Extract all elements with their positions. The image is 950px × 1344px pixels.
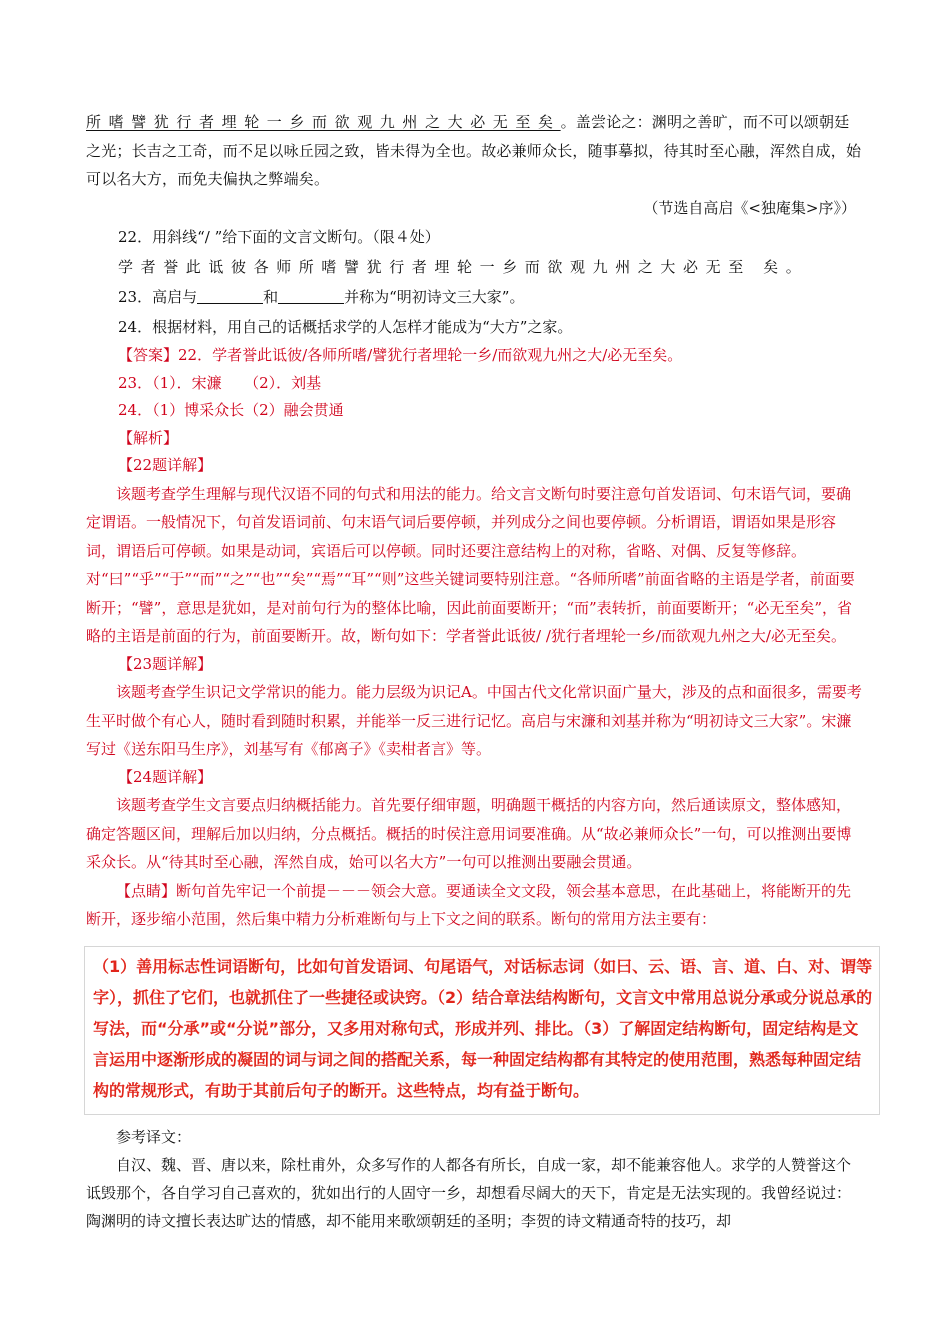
method-box-text: （1）善用标志性词语断句，比如句首发语词、句尾语气，对话标志词（如曰、云、语、言、道、白、对、谓等字），抓住了它们，也就抓住了一些捷径或诀窍。（2）结合章法结构断句，文言文中常用总说分承或分说总承的写法，而“分承”或“分说”部分，又多用对称句式，形成并列、排比。（3）了解固定结构断句，固定结构是文言运用中逐渐形成的凝固的词与词之间的搭配关系，每一种固定结构都有其特定的使用范围，熟悉每种固定结构的常规形式，有助于其前后句子的断开。这些特点，均有益于断句。 xyxy=(93,956,873,1100)
translation-heading: 参考译文： xyxy=(116,1127,192,1146)
passage-underlined-sentence: 所嗜譬犹行者埋轮一乡而欲观九州之大必无至矣 xyxy=(86,113,561,131)
tip-paragraph: 【点睛】断句首先牢记一个前提－－－领会大意。要通读全文文段，领会基本意思，在此基础上，将能断开的先断开，逐步缩小范围，然后集中精力分析难断句与上下文之间的联系。断句的常用方法主要有： xyxy=(86,881,852,928)
detail-24-heading: 【24题详解】 xyxy=(118,767,213,786)
passage-paragraph xyxy=(86,108,864,194)
passage-source: （节选自高启《<独庵集>序》） xyxy=(643,198,856,217)
answer-23: 23．（1）．宋濂 （2）．刘基 xyxy=(118,373,322,392)
document-page xyxy=(86,108,873,1235)
detail-24-body: 该题考查学生文言要点归纳概括能力。首先要仔细审题，明确题干概括的内容方向，然后通读原文，整体感知，确定答题区间，理解后加以归纳，分点概括。概括的时侯注意用词要准确。从“故必兼师众长”一句，可以推测出要博采众长。从“待其时至心融，浑然自成，始可以名大方”一句可以推测出要融会贯通。 xyxy=(86,796,852,871)
answer-blank-2[interactable] xyxy=(278,289,344,304)
question-23 xyxy=(86,282,864,312)
translation-body: 自汉、魏、晋、唐以来，除杜甫外，众多写作的人都各有所长，自成一家，却不能兼容他人。求学的人赞誉这个诋毁那个，各自学习自己喜欢的，犹如出行的人固守一乡，却想看尽阔大的天下，肯定是无法实现的。我曾经说过：陶渊明的诗文擅长表达旷达的情感，却不能用来歌颂朝廷的圣明；李贺的诗文精通奇特的技巧，却 xyxy=(86,1155,852,1230)
detail-23-heading: 【23题详解】 xyxy=(118,654,213,673)
answer-22: 【答案】22．学者誉此诋彼/各师所嗜/譬犹行者埋轮一乡/而欲观九州之大/必无至矣。 xyxy=(118,346,683,364)
question-22: 22．用斜线“/ ”给下面的文言文断句。（限４处） xyxy=(118,228,440,246)
passage-text: 。盖尝论之：渊明之善旷，而不可以颂朝廷之光；长吉之工奇，而不足以咏丘园之致，皆未得为全也。故必兼师众长，随事摹拟，待其时至心融，浑然自成，始可以名大方，而免夫偏执之弊端矣。 xyxy=(86,113,862,188)
detail-22-heading: 【22题详解】 xyxy=(118,456,213,474)
answer-24: 24．（1）博采众长（2）融会贯通 xyxy=(118,401,344,419)
detail-22-body: 该题考查学生理解与现代汉语不同的句式和用法的能力。给文言文断句时要注意句首发语词、句末语气词，要确定谓语。一般情况下，句首发语词前、句末语气词后要停顿，并列成分之间也要停顿。分析谓语，谓语如果是形容词，谓语后可停顿。如果是动词，宾语后可以停顿。同时还要注意结构上的对称，省略、对偶、反复等修辞。对“曰”“乎”“于”“而”“之”“也”“矣”“焉”“耳”“则”这些关键词要特别注意。“各师所嗜”前面省略的主语是学者，前面要断开；“譬”，意思是犹如，是对前句行为的整体比喻，因此前面要断开；“而”表转折，前面要断开；“必无至矣”，省略的主语是前面的行为，前面要断开。故，断句如下：学者誉此诋彼/ /犹行者埋轮一乡/而欲观九州之大/必无至矣。 xyxy=(86,484,855,645)
answer-blank-1[interactable] xyxy=(197,289,263,304)
detail-23-body: 该题考查学生识记文学常识的能力。能力层级为识记A。中国古代文化常识面广量大，涉及的点和面很多，需要考生平时做个有心人，随时看到随时积累，并能举一反三进行记忆。高启与宋濂和刘基并称为“明初诗文三大家”。宋濂写过《送东阳马生序》，刘基写有《郁离子》《卖柑者言》等。 xyxy=(86,683,862,758)
question-23-part-b: 和 xyxy=(263,288,279,306)
question-23-part-a: 23．高启与 xyxy=(118,288,198,306)
method-box xyxy=(84,946,880,1115)
question-23-part-c: 并称为“明初诗文三大家”。 xyxy=(344,288,525,306)
answer-section xyxy=(86,342,864,934)
analysis-heading: 【解析】 xyxy=(118,428,179,447)
question-24: 24．根据材料，用自己的话概括求学的人怎样才能成为“大方”之家。 xyxy=(118,318,573,336)
question-22-text: 学者誉此诋彼各师所嗜譬犹行者埋轮一乡而欲观九州之大必无至 矣。 xyxy=(118,258,809,276)
translation-section xyxy=(86,1123,864,1235)
